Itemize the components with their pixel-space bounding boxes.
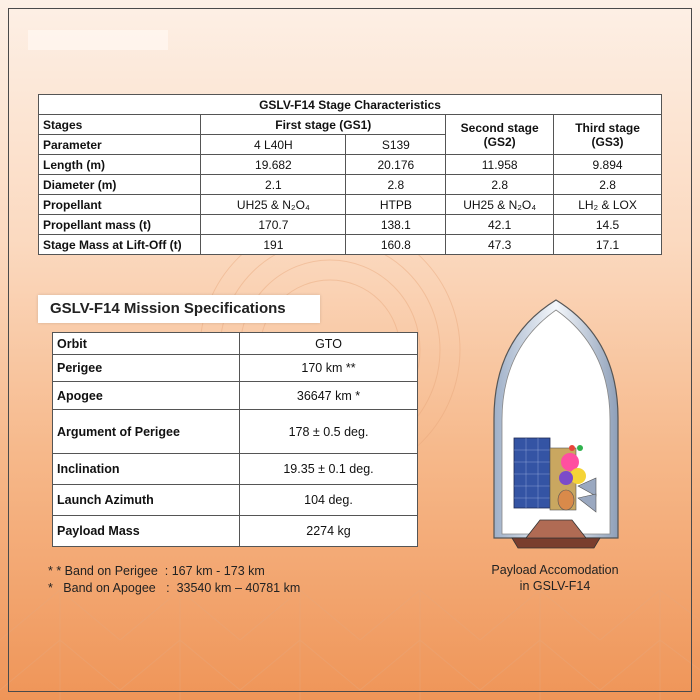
table-title: GSLV-F14 Stage Characteristics <box>39 95 662 115</box>
table-row <box>53 454 418 485</box>
spec-value: 178 ± 0.5 deg. <box>240 410 418 454</box>
table-row <box>53 355 418 382</box>
cell: 160.8 <box>346 235 446 255</box>
table-row <box>39 155 662 175</box>
cell: 138.1 <box>346 215 446 235</box>
cell: 14.5 <box>554 215 662 235</box>
table-row <box>39 215 662 235</box>
table-row <box>39 115 662 135</box>
table-row <box>39 195 662 215</box>
row-label: Parameter <box>39 135 201 155</box>
payload-caption <box>470 562 640 594</box>
header-first-stage: First stage (GS1) <box>201 115 446 135</box>
row-label: Length (m) <box>39 155 201 175</box>
cell: 19.682 <box>201 155 346 175</box>
row-label: Propellant mass (t) <box>39 215 201 235</box>
cell: 2.8 <box>554 175 662 195</box>
cell: 2.8 <box>446 175 554 195</box>
cell: 9.894 <box>554 155 662 175</box>
table-row <box>53 410 418 454</box>
table-title-row <box>39 95 662 115</box>
row-label: Propellant <box>39 195 201 215</box>
cell: 47.3 <box>446 235 554 255</box>
cell: 20.176 <box>346 155 446 175</box>
spec-key: Perigee <box>53 355 240 382</box>
cell: LH₂ & LOX <box>554 195 662 215</box>
caption-line-2: in GSLV-F14 <box>519 579 591 593</box>
cell: UH25 & N₂O₄ <box>201 195 346 215</box>
spec-value: 170 km ** <box>240 355 418 382</box>
row-label: Diameter (m) <box>39 175 201 195</box>
header-third-stage: Third stage (GS3) <box>554 115 662 155</box>
spec-value: 104 deg. <box>240 485 418 516</box>
table-row <box>53 516 418 547</box>
spec-key: Payload Mass <box>53 516 240 547</box>
cell: 2.8 <box>346 175 446 195</box>
spec-key: Inclination <box>53 454 240 485</box>
cell: 191 <box>201 235 346 255</box>
cell: 4 L40H <box>201 135 346 155</box>
cell: 42.1 <box>446 215 554 235</box>
footnotes <box>48 563 300 597</box>
footnote-apogee: * Band on Apogee : 33540 km – 40781 km <box>48 581 301 595</box>
header-bar <box>28 30 168 50</box>
header-second-stage: Second stage (GS2) <box>446 115 554 155</box>
table-row <box>53 485 418 516</box>
spec-key: Argument of Perigee <box>53 410 240 454</box>
cell: S139 <box>346 135 446 155</box>
stage-characteristics-table <box>38 94 662 255</box>
cell: 170.7 <box>201 215 346 235</box>
cell: 17.1 <box>554 235 662 255</box>
cell: 11.958 <box>446 155 554 175</box>
table-row <box>39 175 662 195</box>
mission-specs-heading: GSLV-F14 Mission Specifications <box>38 295 320 323</box>
header-stages: Stages <box>39 115 201 135</box>
payload-fairing-illustration <box>486 298 626 560</box>
spec-key: Orbit <box>53 333 240 355</box>
cell: UH25 & N₂O₄ <box>446 195 554 215</box>
cell: 2.1 <box>201 175 346 195</box>
spec-value: 36647 km * <box>240 382 418 410</box>
row-label: Stage Mass at Lift-Off (t) <box>39 235 201 255</box>
spec-value: GTO <box>240 333 418 355</box>
spec-value: 2274 kg <box>240 516 418 547</box>
table-row <box>39 235 662 255</box>
table-row <box>53 333 418 355</box>
caption-line-1: Payload Accomodation <box>491 563 619 577</box>
spec-value: 19.35 ± 0.1 deg. <box>240 454 418 485</box>
table-row <box>53 382 418 410</box>
spec-key: Apogee <box>53 382 240 410</box>
footnote-perigee: * * Band on Perigee : 167 km - 173 km <box>48 564 265 578</box>
spec-key: Launch Azimuth <box>53 485 240 516</box>
mission-specs-table <box>52 332 418 547</box>
cell: HTPB <box>346 195 446 215</box>
